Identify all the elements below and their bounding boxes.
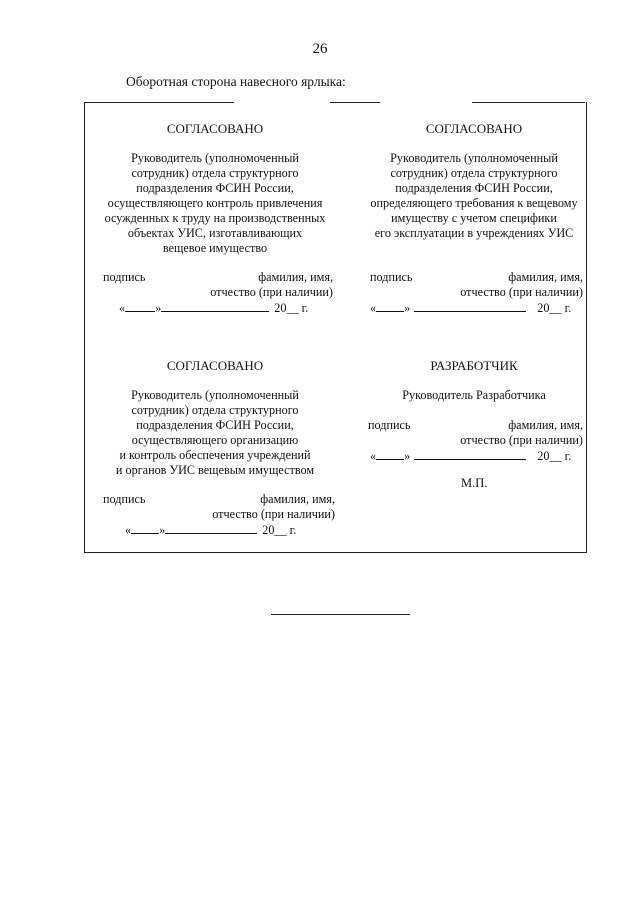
month-blank xyxy=(165,522,257,534)
year-label: 20__ г. xyxy=(262,523,297,537)
signature-label: подпись xyxy=(370,270,413,284)
date-line-3 xyxy=(125,522,296,538)
day-blank xyxy=(125,300,155,312)
block-description: Руководитель Разработчика xyxy=(402,388,546,402)
developer-block xyxy=(354,358,594,403)
date-line-1 xyxy=(119,300,308,316)
page-number: 26 xyxy=(312,41,328,57)
signature-area-3 xyxy=(103,492,335,524)
month-blank xyxy=(414,300,526,312)
stamp-place: М.П. xyxy=(461,476,488,490)
year-label: 20__ г. xyxy=(537,301,572,315)
signature-label: подпись xyxy=(103,492,146,506)
month-blank xyxy=(161,300,269,312)
fio-label: фамилия, имя, отчество (при наличии) xyxy=(460,418,583,447)
signature-label: подпись xyxy=(368,418,411,432)
date-line-2 xyxy=(370,300,571,316)
close-quote: » xyxy=(404,449,411,463)
fio-label: фамилия, имя, отчество (при наличии) xyxy=(210,270,333,299)
signature-area-1 xyxy=(103,270,333,302)
block-description: Руководитель (уполномоченный сотрудник) отдела структурного подразделения ФСИН России, осуществляющего контроль привлечения осужденных к труду на производственных объектах УИС, изготавливающих вещевое имущество xyxy=(104,151,326,255)
signature-label: подпись xyxy=(103,270,146,284)
frame-top-middle xyxy=(330,102,380,103)
day-blank xyxy=(376,300,404,312)
block-heading: СОГЛАСОВАНО xyxy=(425,121,523,136)
close-quote: » xyxy=(404,301,411,315)
day-blank xyxy=(131,522,159,534)
end-rule xyxy=(271,614,410,615)
open-quote: « xyxy=(119,301,126,315)
open-quote: « xyxy=(370,301,377,315)
signature-area-4 xyxy=(368,418,583,450)
close-quote: » xyxy=(159,523,166,537)
block-heading: РАЗРАБОТЧИК xyxy=(430,358,518,373)
document-caption: Оборотная сторона навесного ярлыка: xyxy=(126,74,346,89)
block-description: Руководитель (уполномоченный сотрудник) отдела структурного подразделения ФСИН России, определяющего требования к вещевому имуществу с учетом специфики его эксплуатации в учреждениях УИС xyxy=(370,151,578,240)
year-label: 20__ г. xyxy=(537,449,572,463)
month-blank xyxy=(414,448,526,460)
open-quote: « xyxy=(125,523,132,537)
approval-block-3 xyxy=(95,358,335,478)
frame-top-left xyxy=(84,102,234,103)
signature-area-2 xyxy=(370,270,583,302)
approval-block-1 xyxy=(95,121,335,256)
block-description: Руководитель (уполномоченный сотрудник) отдела структурного подразделения ФСИН России, осуществляющего организацию и контроль обеспечения учреждений и органов УИС вещевым имуществом xyxy=(115,388,315,477)
fio-label: фамилия, имя, отчество (при наличии) xyxy=(460,270,583,299)
date-line-4 xyxy=(370,448,571,464)
block-heading: СОГЛАСОВАНО xyxy=(166,121,264,136)
frame-top-right xyxy=(472,102,585,103)
day-blank xyxy=(376,448,404,460)
close-quote: » xyxy=(155,301,162,315)
fio-label: фамилия, имя, отчество (при наличии) xyxy=(212,492,335,521)
block-heading: СОГЛАСОВАНО xyxy=(166,358,264,373)
open-quote: « xyxy=(370,449,377,463)
year-label: 20__ г. xyxy=(274,301,309,315)
approval-block-2 xyxy=(354,121,594,241)
